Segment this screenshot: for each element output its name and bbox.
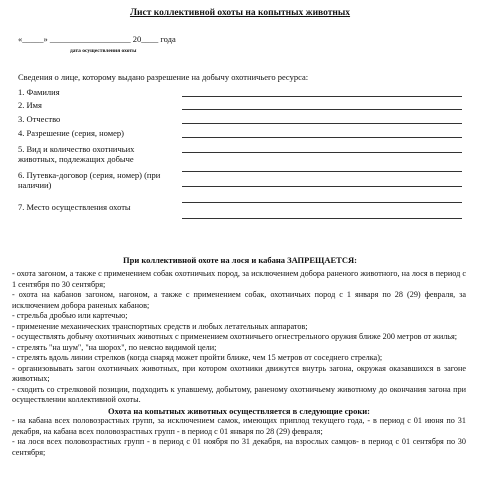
field-species-label-line-1: 5. Вид и количество охотничьих xyxy=(18,144,135,154)
field-voucher-label-line-1: 6. Путевка-договор (серия, номер) (при xyxy=(18,170,161,180)
prohibition-item: - сходить со стрелковой позиции, подходить к упавшему, добытому, раненому охотничьему животному до окончания загона при осуществлении коллективной охоты. xyxy=(12,384,466,404)
prohibition-item: - организовывать загон охотничьих животных, при котором охотники движутся внутрь загона, окружая оказавшихся в загоне животных; xyxy=(12,363,466,383)
field-species-label xyxy=(18,144,134,164)
field-name-label: 2. Имя xyxy=(18,100,42,110)
document-title: Лист коллективной охоты на копытных животных xyxy=(129,8,351,18)
prohibition-item: - охота на кабанов загоном, нагоном, а также с применением собак, охотничьих пород с 1 января по 28 (29) февраля, за исключением добора раненых кабанов; xyxy=(12,290,466,310)
date-line: «_____» ___________________ 20____ года xyxy=(18,34,176,44)
prohibition-item: - стрельба дробью или картечью; xyxy=(12,311,128,320)
field-place-line-1[interactable] xyxy=(182,202,462,203)
field-place-line-2[interactable] xyxy=(182,218,462,219)
field-species-line[interactable] xyxy=(182,152,462,153)
field-species-label-line-2: животных, подлежащих добыче xyxy=(18,154,134,164)
terms-title: Охота на копытных животных осуществляется в следующие сроки: xyxy=(108,405,370,416)
field-patronymic-label: 3. Отчество xyxy=(18,114,61,124)
field-place-label: 7. Место осуществления охоты xyxy=(18,202,131,212)
prohibition-item: - применение механических транспортных средств и любых летательных аппаратов; xyxy=(12,321,308,331)
field-surname-line[interactable] xyxy=(182,96,462,97)
terms-item: - на кабана всех половозрастных групп, за исключением самок, имеющих приплод текущего года, - в период с 01 июня по 31 декабря, на кабана всех половозрастных групп - в период с 01 января по 28 (29) февраля; xyxy=(12,416,466,436)
field-name-line[interactable] xyxy=(182,109,462,110)
prohibition-item: - стрелять вдоль линии стрелков (когда снаряд может пройти ближе, чем 15 метров от соседнего стрелка); xyxy=(12,353,383,362)
field-permit-label: 4. Разрешение (серия, номер) xyxy=(18,128,125,138)
field-voucher-line-2[interactable] xyxy=(182,186,462,187)
intro-text: Сведения о лице, которому выдано разрешение на добычу охотничьего ресурса: xyxy=(18,72,309,82)
field-voucher-line-1[interactable] xyxy=(182,171,462,172)
field-patronymic-line[interactable] xyxy=(182,123,462,124)
field-voucher-label-line-2: наличии) xyxy=(18,180,52,190)
date-caption: дата осуществления охоты xyxy=(70,48,137,54)
prohibition-item: - осуществлять добычу охотничьих животных с применением охотничьего огнестрельного оружия ближе 200 метров от жилья; xyxy=(12,332,458,341)
terms-item: - на лося всех половозрастных групп - в период с 01 ноября по 31 декабря, на взрослых самцов- в период с 01 сентября по 30 сентября; xyxy=(12,437,466,457)
field-permit-line[interactable] xyxy=(182,137,462,138)
prohibition-item: - стрелять "на шум", "на шорох", по неясно видимой цели; xyxy=(12,342,217,352)
field-voucher-label xyxy=(18,170,160,190)
prohibitions-title: При коллективной охоте на лося и кабана ЗАПРЕЩАЕТСЯ: xyxy=(123,255,357,265)
field-surname-label: 1. Фамилия xyxy=(18,87,60,97)
prohibition-item: - охота загоном, а также с применением собак охотничьих пород, за исключением добора раненого животного, на лося в период с 1 сентября по 30 сентября; xyxy=(12,269,466,289)
rules-text xyxy=(12,269,466,458)
